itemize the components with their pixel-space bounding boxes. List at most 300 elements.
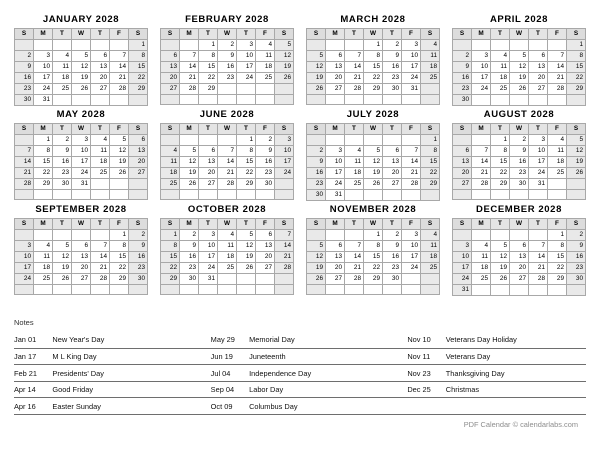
day-cell[interactable]: 20 (91, 73, 110, 84)
day-cell[interactable]: 25 (34, 274, 53, 285)
day-cell[interactable]: 31 (72, 179, 91, 190)
day-cell[interactable]: 22 (199, 73, 218, 84)
day-cell[interactable]: 25 (345, 179, 364, 190)
day-cell[interactable]: 21 (345, 263, 364, 274)
day-cell[interactable]: 17 (402, 252, 421, 263)
day-cell[interactable]: 21 (345, 73, 364, 84)
day-cell[interactable]: 27 (256, 263, 275, 274)
day-cell[interactable]: 16 (453, 73, 472, 84)
day-cell[interactable]: 24 (402, 73, 421, 84)
day-cell[interactable]: 27 (72, 274, 91, 285)
day-cell[interactable]: 20 (256, 252, 275, 263)
day-cell[interactable]: 1 (161, 230, 180, 241)
day-cell[interactable]: 15 (548, 252, 567, 263)
day-cell[interactable]: 5 (275, 40, 294, 51)
day-cell[interactable]: 20 (161, 73, 180, 84)
day-cell[interactable]: 3 (326, 146, 345, 157)
day-cell[interactable]: 6 (510, 241, 529, 252)
day-cell[interactable]: 26 (72, 84, 91, 95)
day-cell[interactable]: 9 (218, 51, 237, 62)
day-cell[interactable]: 6 (91, 51, 110, 62)
day-cell[interactable]: 30 (256, 179, 275, 190)
day-cell[interactable]: 19 (510, 73, 529, 84)
day-cell[interactable]: 19 (72, 73, 91, 84)
day-cell[interactable]: 26 (364, 179, 383, 190)
day-cell[interactable]: 13 (256, 241, 275, 252)
day-cell[interactable]: 29 (364, 84, 383, 95)
day-cell[interactable]: 4 (345, 146, 364, 157)
day-cell[interactable]: 23 (307, 179, 326, 190)
day-cell[interactable]: 17 (453, 263, 472, 274)
day-cell[interactable]: 10 (326, 157, 345, 168)
day-cell[interactable]: 14 (275, 241, 294, 252)
day-cell[interactable]: 14 (180, 62, 199, 73)
day-cell[interactable]: 6 (529, 51, 548, 62)
day-cell[interactable]: 8 (161, 241, 180, 252)
day-cell[interactable]: 29 (199, 84, 218, 95)
day-cell[interactable]: 25 (161, 179, 180, 190)
day-cell[interactable]: 27 (161, 84, 180, 95)
day-cell[interactable]: 6 (161, 51, 180, 62)
day-cell[interactable]: 12 (364, 157, 383, 168)
day-cell[interactable]: 12 (567, 146, 586, 157)
day-cell[interactable]: 14 (472, 157, 491, 168)
day-cell[interactable]: 3 (402, 40, 421, 51)
day-cell[interactable]: 16 (307, 168, 326, 179)
day-cell[interactable]: 27 (453, 179, 472, 190)
day-cell[interactable]: 16 (256, 157, 275, 168)
day-cell[interactable]: 30 (510, 179, 529, 190)
day-cell[interactable]: 29 (110, 274, 129, 285)
day-cell[interactable]: 19 (491, 263, 510, 274)
day-cell[interactable]: 28 (218, 179, 237, 190)
day-cell[interactable]: 4 (91, 135, 110, 146)
day-cell[interactable]: 2 (383, 230, 402, 241)
day-cell[interactable]: 23 (383, 263, 402, 274)
day-cell[interactable]: 24 (326, 179, 345, 190)
day-cell[interactable]: 25 (53, 84, 72, 95)
day-cell[interactable]: 21 (180, 73, 199, 84)
day-cell[interactable]: 25 (472, 274, 491, 285)
day-cell[interactable]: 16 (510, 157, 529, 168)
day-cell[interactable]: 26 (275, 73, 294, 84)
day-cell[interactable]: 17 (472, 73, 491, 84)
day-cell[interactable]: 15 (364, 62, 383, 73)
day-cell[interactable]: 12 (72, 62, 91, 73)
day-cell[interactable]: 15 (34, 157, 53, 168)
day-cell[interactable]: 12 (275, 51, 294, 62)
day-cell[interactable]: 14 (218, 157, 237, 168)
day-cell[interactable]: 12 (180, 157, 199, 168)
day-cell[interactable]: 5 (72, 51, 91, 62)
day-cell[interactable]: 2 (453, 51, 472, 62)
day-cell[interactable]: 17 (275, 157, 294, 168)
day-cell[interactable]: 6 (453, 146, 472, 157)
day-cell[interactable]: 8 (491, 146, 510, 157)
day-cell[interactable]: 29 (421, 179, 440, 190)
day-cell[interactable]: 29 (161, 274, 180, 285)
day-cell[interactable]: 8 (237, 146, 256, 157)
day-cell[interactable]: 12 (307, 62, 326, 73)
day-cell[interactable]: 21 (402, 168, 421, 179)
day-cell[interactable]: 31 (529, 179, 548, 190)
day-cell[interactable]: 5 (110, 135, 129, 146)
day-cell[interactable]: 14 (402, 157, 421, 168)
day-cell[interactable]: 21 (275, 252, 294, 263)
day-cell[interactable]: 8 (110, 241, 129, 252)
day-cell[interactable]: 28 (180, 84, 199, 95)
day-cell[interactable]: 10 (453, 252, 472, 263)
day-cell[interactable]: 2 (383, 40, 402, 51)
day-cell[interactable]: 9 (510, 146, 529, 157)
day-cell[interactable]: 25 (421, 263, 440, 274)
day-cell[interactable]: 5 (364, 146, 383, 157)
day-cell[interactable]: 5 (237, 230, 256, 241)
day-cell[interactable]: 4 (421, 40, 440, 51)
day-cell[interactable]: 23 (218, 73, 237, 84)
day-cell[interactable]: 24 (529, 168, 548, 179)
day-cell[interactable]: 26 (491, 274, 510, 285)
day-cell[interactable]: 28 (345, 84, 364, 95)
day-cell[interactable]: 4 (548, 135, 567, 146)
day-cell[interactable]: 20 (326, 73, 345, 84)
day-cell[interactable]: 18 (421, 62, 440, 73)
day-cell[interactable]: 9 (383, 51, 402, 62)
day-cell[interactable]: 2 (129, 230, 148, 241)
day-cell[interactable]: 19 (307, 73, 326, 84)
day-cell[interactable]: 17 (402, 62, 421, 73)
day-cell[interactable]: 21 (91, 263, 110, 274)
day-cell[interactable]: 26 (307, 84, 326, 95)
day-cell[interactable]: 21 (529, 263, 548, 274)
day-cell[interactable]: 30 (180, 274, 199, 285)
day-cell[interactable]: 24 (453, 274, 472, 285)
day-cell[interactable]: 20 (199, 168, 218, 179)
day-cell[interactable]: 18 (421, 252, 440, 263)
day-cell[interactable]: 30 (453, 95, 472, 106)
day-cell[interactable]: 18 (472, 263, 491, 274)
day-cell[interactable]: 1 (548, 230, 567, 241)
day-cell[interactable]: 8 (364, 241, 383, 252)
day-cell[interactable]: 27 (129, 168, 148, 179)
day-cell[interactable]: 11 (91, 146, 110, 157)
day-cell[interactable]: 10 (402, 51, 421, 62)
day-cell[interactable]: 28 (472, 179, 491, 190)
day-cell[interactable]: 8 (364, 51, 383, 62)
day-cell[interactable]: 8 (567, 51, 586, 62)
day-cell[interactable]: 26 (180, 179, 199, 190)
day-cell[interactable]: 4 (256, 40, 275, 51)
day-cell[interactable]: 25 (548, 168, 567, 179)
day-cell[interactable]: 6 (256, 230, 275, 241)
day-cell[interactable]: 12 (53, 252, 72, 263)
day-cell[interactable]: 16 (129, 252, 148, 263)
day-cell[interactable]: 16 (218, 62, 237, 73)
day-cell[interactable]: 11 (548, 146, 567, 157)
day-cell[interactable]: 19 (307, 263, 326, 274)
day-cell[interactable]: 3 (72, 135, 91, 146)
day-cell[interactable]: 6 (326, 241, 345, 252)
day-cell[interactable]: 23 (567, 263, 586, 274)
day-cell[interactable]: 3 (199, 230, 218, 241)
day-cell[interactable]: 12 (307, 252, 326, 263)
day-cell[interactable]: 28 (402, 179, 421, 190)
day-cell[interactable]: 26 (110, 168, 129, 179)
day-cell[interactable]: 6 (383, 146, 402, 157)
day-cell[interactable]: 12 (510, 62, 529, 73)
day-cell[interactable]: 1 (364, 40, 383, 51)
day-cell[interactable]: 2 (510, 135, 529, 146)
day-cell[interactable]: 24 (472, 84, 491, 95)
day-cell[interactable]: 18 (53, 73, 72, 84)
day-cell[interactable]: 9 (567, 241, 586, 252)
day-cell[interactable]: 21 (548, 73, 567, 84)
day-cell[interactable]: 6 (326, 51, 345, 62)
day-cell[interactable]: 21 (218, 168, 237, 179)
day-cell[interactable]: 23 (510, 168, 529, 179)
day-cell[interactable]: 28 (15, 179, 34, 190)
day-cell[interactable]: 2 (180, 230, 199, 241)
day-cell[interactable]: 29 (129, 84, 148, 95)
day-cell[interactable]: 31 (453, 285, 472, 296)
day-cell[interactable]: 22 (567, 73, 586, 84)
day-cell[interactable]: 22 (237, 168, 256, 179)
day-cell[interactable]: 1 (567, 40, 586, 51)
day-cell[interactable]: 17 (34, 73, 53, 84)
day-cell[interactable]: 24 (402, 263, 421, 274)
day-cell[interactable]: 8 (421, 146, 440, 157)
day-cell[interactable]: 21 (472, 168, 491, 179)
day-cell[interactable]: 15 (110, 252, 129, 263)
day-cell[interactable]: 24 (15, 274, 34, 285)
day-cell[interactable]: 27 (529, 84, 548, 95)
day-cell[interactable]: 17 (326, 168, 345, 179)
day-cell[interactable]: 21 (110, 73, 129, 84)
day-cell[interactable]: 31 (326, 190, 345, 201)
day-cell[interactable]: 23 (129, 263, 148, 274)
day-cell[interactable]: 2 (307, 146, 326, 157)
day-cell[interactable]: 14 (91, 252, 110, 263)
day-cell[interactable]: 3 (15, 241, 34, 252)
day-cell[interactable]: 19 (53, 263, 72, 274)
day-cell[interactable]: 1 (237, 135, 256, 146)
day-cell[interactable]: 20 (72, 263, 91, 274)
day-cell[interactable]: 20 (326, 263, 345, 274)
day-cell[interactable]: 19 (180, 168, 199, 179)
day-cell[interactable]: 22 (491, 168, 510, 179)
day-cell[interactable]: 20 (383, 168, 402, 179)
day-cell[interactable]: 5 (307, 51, 326, 62)
day-cell[interactable]: 5 (491, 241, 510, 252)
day-cell[interactable]: 10 (199, 241, 218, 252)
day-cell[interactable]: 22 (110, 263, 129, 274)
day-cell[interactable]: 27 (199, 179, 218, 190)
day-cell[interactable]: 23 (15, 84, 34, 95)
day-cell[interactable]: 3 (34, 51, 53, 62)
day-cell[interactable]: 12 (110, 146, 129, 157)
day-cell[interactable]: 24 (237, 73, 256, 84)
day-cell[interactable]: 26 (307, 274, 326, 285)
day-cell[interactable]: 22 (548, 263, 567, 274)
day-cell[interactable]: 24 (199, 263, 218, 274)
day-cell[interactable]: 4 (472, 241, 491, 252)
day-cell[interactable]: 11 (218, 241, 237, 252)
day-cell[interactable]: 25 (91, 168, 110, 179)
day-cell[interactable]: 16 (15, 73, 34, 84)
day-cell[interactable]: 11 (421, 241, 440, 252)
day-cell[interactable]: 1 (110, 230, 129, 241)
day-cell[interactable]: 16 (180, 252, 199, 263)
day-cell[interactable]: 17 (199, 252, 218, 263)
day-cell[interactable]: 6 (129, 135, 148, 146)
day-cell[interactable]: 4 (34, 241, 53, 252)
day-cell[interactable]: 1 (34, 135, 53, 146)
day-cell[interactable]: 14 (15, 157, 34, 168)
day-cell[interactable]: 18 (345, 168, 364, 179)
day-cell[interactable]: 7 (345, 51, 364, 62)
day-cell[interactable]: 13 (326, 62, 345, 73)
day-cell[interactable]: 5 (567, 135, 586, 146)
day-cell[interactable]: 26 (567, 168, 586, 179)
day-cell[interactable]: 9 (180, 241, 199, 252)
day-cell[interactable]: 29 (491, 179, 510, 190)
day-cell[interactable]: 3 (237, 40, 256, 51)
day-cell[interactable]: 23 (383, 73, 402, 84)
day-cell[interactable]: 23 (453, 84, 472, 95)
day-cell[interactable]: 24 (275, 168, 294, 179)
day-cell[interactable]: 5 (510, 51, 529, 62)
day-cell[interactable]: 30 (15, 95, 34, 106)
day-cell[interactable]: 30 (307, 190, 326, 201)
day-cell[interactable]: 25 (491, 84, 510, 95)
day-cell[interactable]: 13 (199, 157, 218, 168)
day-cell[interactable]: 13 (129, 146, 148, 157)
day-cell[interactable]: 7 (218, 146, 237, 157)
day-cell[interactable]: 28 (529, 274, 548, 285)
day-cell[interactable]: 27 (326, 84, 345, 95)
day-cell[interactable]: 22 (161, 263, 180, 274)
day-cell[interactable]: 19 (237, 252, 256, 263)
day-cell[interactable]: 4 (161, 146, 180, 157)
day-cell[interactable]: 18 (34, 263, 53, 274)
day-cell[interactable]: 3 (472, 51, 491, 62)
day-cell[interactable]: 6 (72, 241, 91, 252)
day-cell[interactable]: 7 (110, 51, 129, 62)
day-cell[interactable]: 15 (199, 62, 218, 73)
day-cell[interactable]: 2 (567, 230, 586, 241)
day-cell[interactable]: 18 (218, 252, 237, 263)
day-cell[interactable]: 13 (326, 252, 345, 263)
day-cell[interactable]: 18 (91, 157, 110, 168)
day-cell[interactable]: 3 (275, 135, 294, 146)
day-cell[interactable]: 28 (91, 274, 110, 285)
day-cell[interactable]: 22 (34, 168, 53, 179)
day-cell[interactable]: 6 (199, 146, 218, 157)
day-cell[interactable]: 11 (472, 252, 491, 263)
day-cell[interactable]: 29 (34, 179, 53, 190)
day-cell[interactable]: 22 (364, 73, 383, 84)
day-cell[interactable]: 27 (91, 84, 110, 95)
day-cell[interactable]: 1 (364, 230, 383, 241)
day-cell[interactable]: 28 (110, 84, 129, 95)
day-cell[interactable]: 29 (237, 179, 256, 190)
day-cell[interactable]: 12 (237, 241, 256, 252)
day-cell[interactable]: 15 (567, 62, 586, 73)
day-cell[interactable]: 7 (472, 146, 491, 157)
day-cell[interactable]: 23 (180, 263, 199, 274)
day-cell[interactable]: 16 (383, 252, 402, 263)
day-cell[interactable]: 24 (72, 168, 91, 179)
day-cell[interactable]: 19 (364, 168, 383, 179)
day-cell[interactable]: 13 (91, 62, 110, 73)
day-cell[interactable]: 22 (364, 263, 383, 274)
day-cell[interactable]: 20 (510, 263, 529, 274)
day-cell[interactable]: 11 (491, 62, 510, 73)
day-cell[interactable]: 14 (110, 62, 129, 73)
day-cell[interactable]: 13 (383, 157, 402, 168)
day-cell[interactable]: 8 (199, 51, 218, 62)
day-cell[interactable]: 24 (34, 84, 53, 95)
day-cell[interactable]: 7 (402, 146, 421, 157)
day-cell[interactable]: 9 (129, 241, 148, 252)
day-cell[interactable]: 9 (256, 146, 275, 157)
day-cell[interactable]: 1 (491, 135, 510, 146)
day-cell[interactable]: 2 (256, 135, 275, 146)
day-cell[interactable]: 13 (510, 252, 529, 263)
day-cell[interactable]: 5 (307, 241, 326, 252)
day-cell[interactable]: 16 (383, 62, 402, 73)
day-cell[interactable]: 5 (53, 241, 72, 252)
day-cell[interactable]: 20 (529, 73, 548, 84)
day-cell[interactable]: 18 (256, 62, 275, 73)
day-cell[interactable]: 9 (53, 146, 72, 157)
day-cell[interactable]: 28 (548, 84, 567, 95)
day-cell[interactable]: 16 (567, 252, 586, 263)
day-cell[interactable]: 26 (53, 274, 72, 285)
day-cell[interactable]: 10 (402, 241, 421, 252)
day-cell[interactable]: 14 (345, 252, 364, 263)
day-cell[interactable]: 13 (529, 62, 548, 73)
day-cell[interactable]: 15 (161, 252, 180, 263)
day-cell[interactable]: 17 (72, 157, 91, 168)
day-cell[interactable]: 7 (180, 51, 199, 62)
day-cell[interactable]: 19 (275, 62, 294, 73)
day-cell[interactable]: 8 (129, 51, 148, 62)
day-cell[interactable]: 4 (421, 230, 440, 241)
day-cell[interactable]: 8 (34, 146, 53, 157)
day-cell[interactable]: 11 (345, 157, 364, 168)
day-cell[interactable]: 30 (53, 179, 72, 190)
day-cell[interactable]: 15 (237, 157, 256, 168)
day-cell[interactable]: 5 (180, 146, 199, 157)
day-cell[interactable]: 1 (199, 40, 218, 51)
day-cell[interactable]: 20 (129, 157, 148, 168)
day-cell[interactable]: 8 (548, 241, 567, 252)
day-cell[interactable]: 11 (34, 252, 53, 263)
day-cell[interactable]: 11 (161, 157, 180, 168)
day-cell[interactable]: 7 (15, 146, 34, 157)
day-cell[interactable]: 17 (15, 263, 34, 274)
day-cell[interactable]: 23 (256, 168, 275, 179)
day-cell[interactable]: 9 (307, 157, 326, 168)
day-cell[interactable]: 13 (72, 252, 91, 263)
day-cell[interactable]: 7 (275, 230, 294, 241)
day-cell[interactable]: 13 (453, 157, 472, 168)
day-cell[interactable]: 9 (15, 62, 34, 73)
day-cell[interactable]: 20 (453, 168, 472, 179)
day-cell[interactable]: 25 (218, 263, 237, 274)
day-cell[interactable]: 29 (567, 84, 586, 95)
